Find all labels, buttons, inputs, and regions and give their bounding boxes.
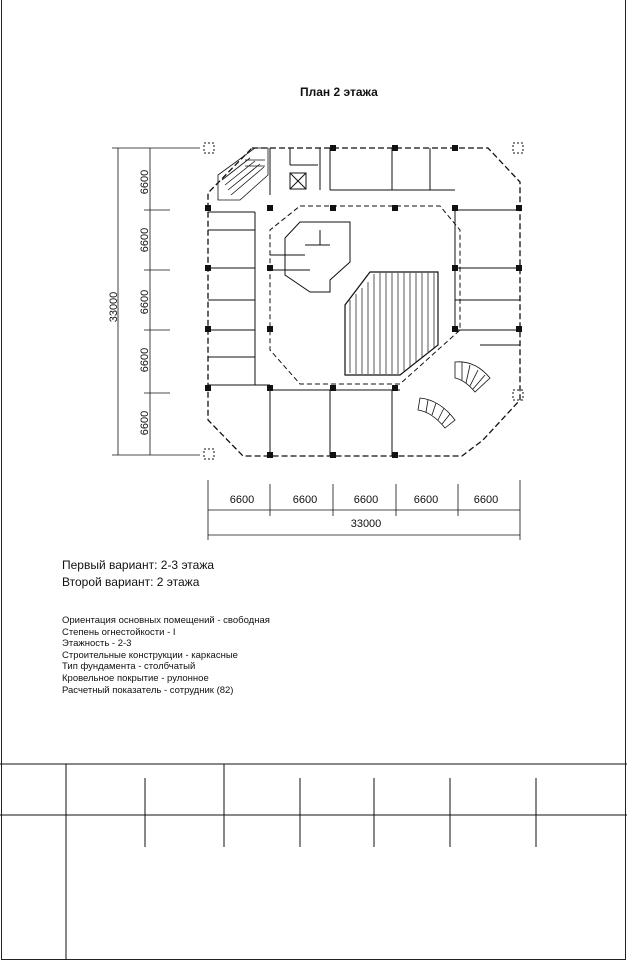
spec-item: Строительные конструкции - каркасные xyxy=(62,649,238,661)
spec-item: Этажность - 2-3 xyxy=(62,638,132,650)
vertical-span-label: 6600 xyxy=(139,410,151,436)
vertical-span-label: 6600 xyxy=(139,347,151,373)
horizontal-total-label: 33000 xyxy=(350,518,382,530)
spec-item: Кровельное покрытие - рулонное xyxy=(62,672,209,684)
plan-title: План 2 этажа xyxy=(300,85,378,99)
vertical-span-label: 6600 xyxy=(139,289,151,315)
first-variant: Первый вариант: 2-3 этажа xyxy=(62,558,215,572)
horizontal-span-label: 6600 xyxy=(353,494,379,506)
second-variant: Второй вариант: 2 этажа xyxy=(62,575,200,589)
spec-item: Ориентация основных помещений - свободная xyxy=(62,615,270,626)
vertical-span-label: 6600 xyxy=(139,227,151,253)
vertical-span-label: 6600 xyxy=(139,169,151,195)
spec-item: Расчетный показатель - сотрудник (82) xyxy=(62,684,234,696)
horizontal-span-label: 6600 xyxy=(292,494,318,506)
vertical-total-label: 33000 xyxy=(108,291,120,323)
spec-item: Степень огнестойкости - I xyxy=(62,626,176,638)
horizontal-span-label: 6600 xyxy=(413,494,439,506)
horizontal-span-label: 6600 xyxy=(473,494,499,506)
horizontal-span-label: 6600 xyxy=(229,494,255,506)
spec-item: Тип фундамента - столбчатый xyxy=(62,661,196,673)
